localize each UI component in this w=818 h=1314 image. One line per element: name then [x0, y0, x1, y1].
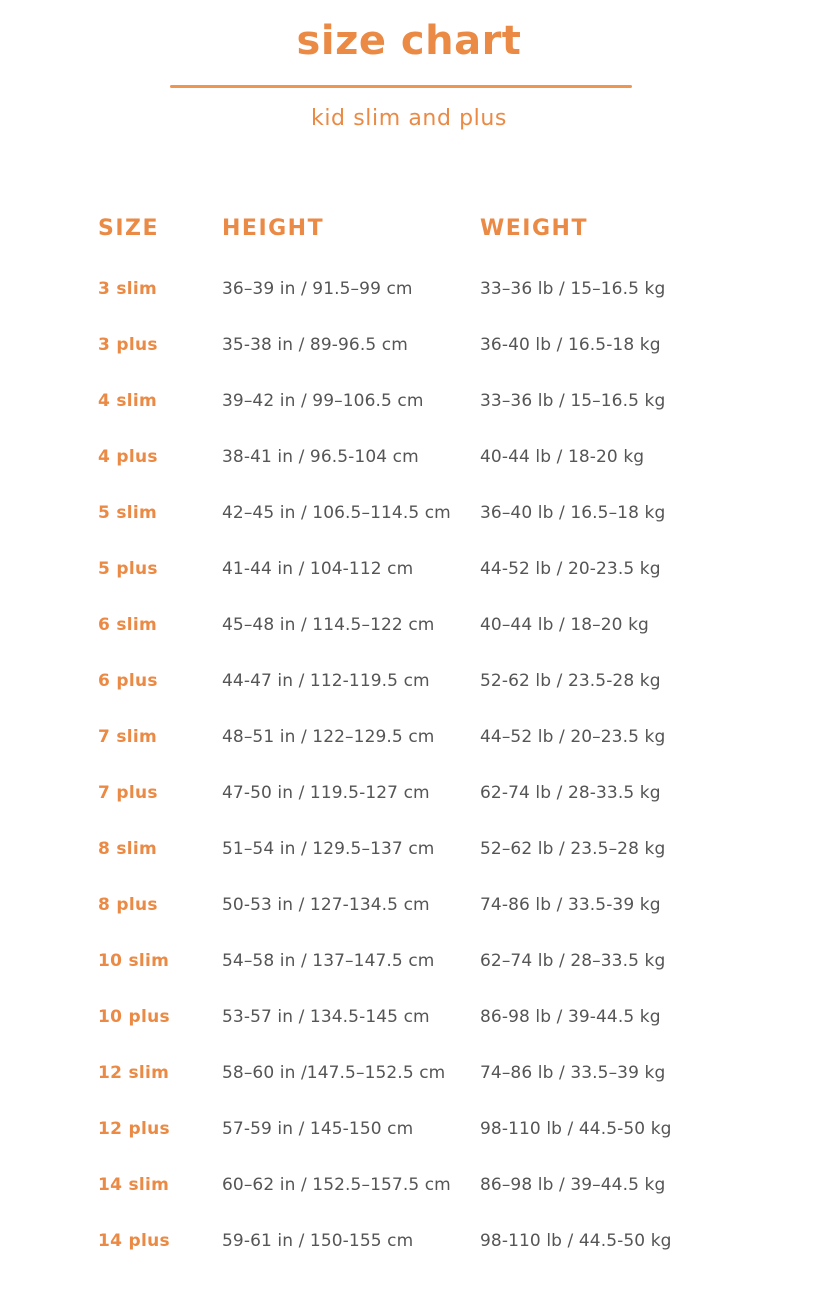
height-cell: 38-41 in / 96.5-104 cm [222, 447, 419, 467]
header-size: SIZE [98, 216, 160, 241]
weight-cell: 62–74 lb / 28–33.5 kg [480, 951, 666, 971]
page-subtitle: kid slim and plus [311, 106, 507, 131]
height-cell: 41-44 in / 104-112 cm [222, 559, 414, 579]
table-row [0, 274, 818, 304]
weight-cell: 86–98 lb / 39–44.5 kg [480, 1175, 666, 1195]
header-weight: WEIGHT [480, 216, 588, 241]
weight-cell: 86-98 lb / 39-44.5 kg [480, 1007, 661, 1027]
height-cell: 48–51 in / 122–129.5 cm [222, 727, 435, 747]
size-cell: 10 slim [98, 951, 170, 971]
height-cell: 36–39 in / 91.5–99 cm [222, 279, 413, 299]
table-row [0, 1114, 818, 1144]
table-row [0, 442, 818, 472]
weight-cell: 52-62 lb / 23.5-28 kg [480, 671, 661, 691]
table-row [0, 778, 818, 808]
table-row [0, 498, 818, 528]
header-height: HEIGHT [222, 216, 325, 241]
height-cell: 58–60 in /147.5–152.5 cm [222, 1063, 446, 1083]
weight-cell: 52–62 lb / 23.5–28 kg [480, 839, 666, 859]
weight-cell: 33–36 lb / 15–16.5 kg [480, 391, 666, 411]
height-cell: 60–62 in / 152.5–157.5 cm [222, 1175, 451, 1195]
height-cell: 59-61 in / 150-155 cm [222, 1231, 414, 1251]
height-cell: 53-57 in / 134.5-145 cm [222, 1007, 430, 1027]
weight-cell: 40–44 lb / 18–20 kg [480, 615, 649, 635]
table-row [0, 554, 818, 584]
height-cell: 44-47 in / 112-119.5 cm [222, 671, 430, 691]
size-cell: 14 slim [98, 1175, 170, 1195]
table-row [0, 386, 818, 416]
table-row [0, 1226, 818, 1256]
weight-cell: 44-52 lb / 20-23.5 kg [480, 559, 661, 579]
table-row [0, 722, 818, 752]
size-cell: 14 plus [98, 1231, 170, 1251]
weight-cell: 62-74 lb / 28-33.5 kg [480, 783, 661, 803]
size-cell: 8 slim [98, 839, 158, 859]
size-cell: 5 plus [98, 559, 158, 579]
size-cell: 3 slim [98, 279, 158, 299]
height-cell: 47-50 in / 119.5-127 cm [222, 783, 430, 803]
weight-cell: 44–52 lb / 20–23.5 kg [480, 727, 666, 747]
page-title: size chart [296, 18, 522, 64]
weight-cell: 36–40 lb / 16.5–18 kg [480, 503, 666, 523]
height-cell: 42–45 in / 106.5–114.5 cm [222, 503, 451, 523]
weight-cell: 98-110 lb / 44.5-50 kg [480, 1119, 672, 1139]
weight-cell: 98-110 lb / 44.5-50 kg [480, 1231, 672, 1251]
size-cell: 6 plus [98, 671, 158, 691]
height-cell: 35-38 in / 89-96.5 cm [222, 335, 408, 355]
size-cell: 3 plus [98, 335, 158, 355]
size-cell: 7 slim [98, 727, 158, 747]
table-row [0, 1002, 818, 1032]
weight-cell: 33–36 lb / 15–16.5 kg [480, 279, 666, 299]
size-cell: 4 slim [98, 391, 158, 411]
height-cell: 54–58 in / 137–147.5 cm [222, 951, 435, 971]
size-cell: 5 slim [98, 503, 158, 523]
weight-cell: 36-40 lb / 16.5-18 kg [480, 335, 661, 355]
size-cell: 6 slim [98, 615, 158, 635]
size-cell: 8 plus [98, 895, 158, 915]
size-cell: 10 plus [98, 1007, 170, 1027]
table-row [0, 1058, 818, 1088]
title-divider [170, 85, 632, 88]
table-row [0, 890, 818, 920]
table-row [0, 834, 818, 864]
size-cell: 12 slim [98, 1063, 170, 1083]
height-cell: 45–48 in / 114.5–122 cm [222, 615, 435, 635]
table-row [0, 610, 818, 640]
height-cell: 51–54 in / 129.5–137 cm [222, 839, 435, 859]
size-cell: 12 plus [98, 1119, 170, 1139]
weight-cell: 74-86 lb / 33.5-39 kg [480, 895, 661, 915]
weight-cell: 74–86 lb / 33.5–39 kg [480, 1063, 666, 1083]
size-cell: 7 plus [98, 783, 158, 803]
height-cell: 39–42 in / 99–106.5 cm [222, 391, 424, 411]
table-row [0, 1170, 818, 1200]
size-cell: 4 plus [98, 447, 158, 467]
table-row [0, 666, 818, 696]
table-row [0, 330, 818, 360]
weight-cell: 40-44 lb / 18-20 kg [480, 447, 645, 467]
height-cell: 57-59 in / 145-150 cm [222, 1119, 414, 1139]
table-row [0, 946, 818, 976]
height-cell: 50-53 in / 127-134.5 cm [222, 895, 430, 915]
